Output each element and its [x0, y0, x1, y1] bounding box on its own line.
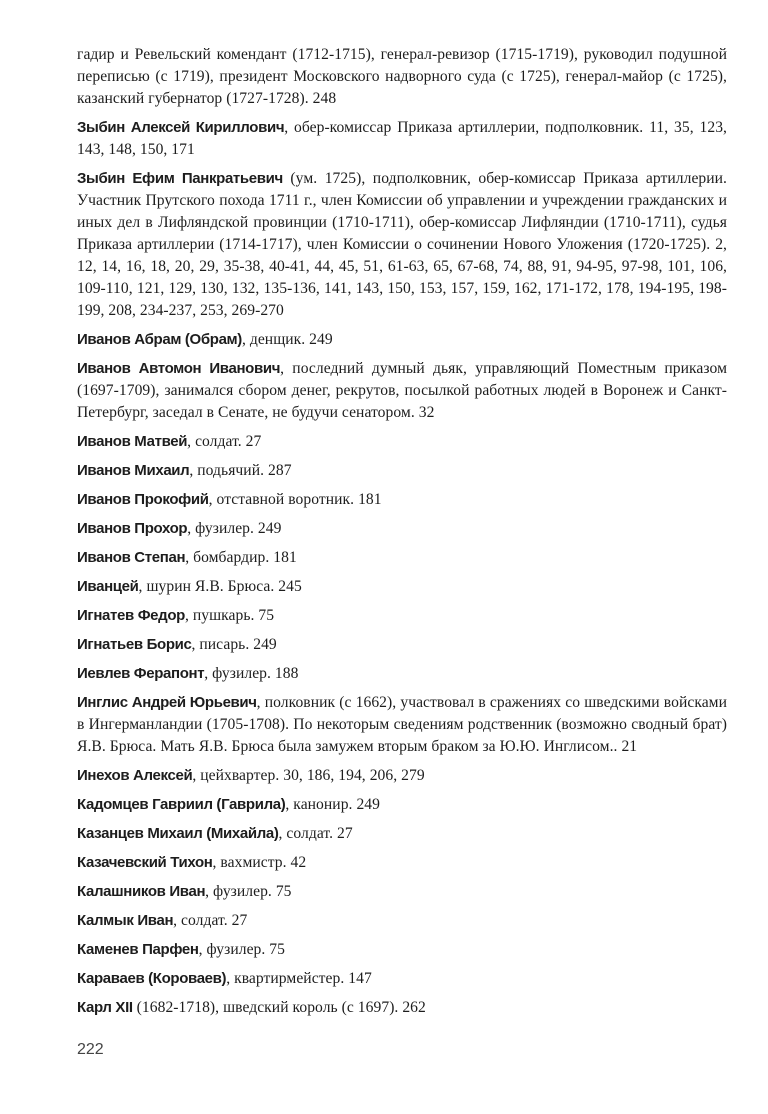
entry-text: , обер-комиссар Приказа артиллерии, подполковник. 11, 35, 123, 143, 148, 150, 171: [77, 119, 728, 158]
index-entry-kamenev-parfen: [77, 939, 727, 961]
entry-name: Казанцев Михаил (Михайла): [77, 825, 279, 842]
index-entry-ivanov-prokhor: [77, 518, 727, 540]
index-entry-ivantsey: [77, 576, 727, 598]
entry-text: , полковник (с 1662), участвовал в сражениях со шведскими войсками в Ингерманландии (1705-1708). По некоторым сведениям родственник (возможно сводный брат) Я.В. Брюса. Мать Я.В. Брюса была замужем вторым браком за Ю.Ю. Инглисом.. 21: [77, 694, 727, 755]
entry-name: Иванов Автомон Иванович: [77, 360, 281, 377]
entry-text: , цейхвартер. 30, 186, 194, 206, 279: [192, 767, 425, 784]
entry-name: Иванов Степан: [77, 549, 186, 566]
entry-name: Инехов Алексей: [77, 767, 193, 784]
entry-text: , подьячий. 287: [189, 462, 292, 479]
entry-text: , отставной воротник. 181: [208, 491, 382, 508]
entry-name: Зыбин Ефим Панкратьевич: [77, 170, 283, 187]
index-entry-ignatyev-boris: [77, 634, 727, 656]
entry-name: Иванцей: [77, 578, 139, 595]
entry-name: Караваев (Короваев): [77, 970, 227, 987]
entry-text: , солдат. 27: [187, 433, 262, 450]
entry-text: , пушкарь. 75: [184, 607, 275, 624]
entry-text: , денщик. 249: [241, 331, 333, 348]
entry-name: Калмык Иван: [77, 912, 174, 929]
entry-text: , бомбардир. 181: [185, 549, 297, 566]
index-entry-inekhov-aleksey: [77, 765, 727, 787]
index-entry-ivanov-avtomon: [77, 358, 727, 424]
entry-name: Игнатев Федор: [77, 607, 185, 624]
index-entry-ivanov-abram: [77, 329, 727, 351]
entry-text: , писарь. 249: [191, 636, 277, 653]
index-entry-kazachevskiy-tikhon: [77, 852, 727, 874]
entry-name: Иванов Абрам (Обрам): [77, 331, 242, 348]
index-entry-ivanov-mikhail: [77, 460, 727, 482]
index-entry-ivanov-matvey: [77, 431, 727, 453]
continuation-entry: гадир и Ревельский комендант (1712-1715), генерал-ревизор (1715-1719), руководил подушной переписью (с 1719), президент Московского надворного суда (с 1725), генерал-майор (с 1725), казанский губернатор (1727-1728). 248: [77, 46, 727, 107]
index-entry-ivanov-prokofiy: [77, 489, 727, 511]
index-entry-karl-xii: [77, 997, 727, 1019]
index-entry-inglis-andrey: [77, 692, 727, 758]
index-page: [77, 44, 727, 1026]
entry-name: Калашников Иван: [77, 883, 206, 900]
entry-text: , солдат. 27: [173, 912, 248, 929]
entry-text: , шурин Я.В. Брюса. 245: [138, 578, 302, 595]
entry-name: Казачевский Тихон: [77, 854, 213, 871]
entry-name: Карл XII: [77, 999, 133, 1016]
entry-name: Каменев Парфен: [77, 941, 199, 958]
entry-name: Иванов Михаил: [77, 462, 190, 479]
entry-text: (1682-1718), шведский король (с 1697). 262: [132, 999, 426, 1016]
entry-text: , вахмистр. 42: [212, 854, 307, 871]
entry-name: Зыбин Алексей Кириллович: [77, 119, 285, 136]
entry-text: , фузилер. 249: [187, 520, 282, 537]
entry-text: , последний думный дьяк, управляющий Поместным приказом (1697-1709), занимался сбором денег, рекрутов, посылкой работных людей в Воронеж и Санкт-Петербург, заседал в Сенате, не будучи сенатором. 32: [77, 360, 727, 421]
index-entry-ivanov-stepan: [77, 547, 727, 569]
entry-text: , квартирмейстер. 147: [226, 970, 372, 987]
entry-text: , солдат. 27: [278, 825, 353, 842]
entry-text: , фузилер. 188: [204, 665, 299, 682]
index-entry-ignatev-fedor: [77, 605, 727, 627]
page-number: 222: [77, 1041, 104, 1058]
index-entry-karavaev: [77, 968, 727, 990]
index-entry-zybin-efim: [77, 168, 727, 322]
index-entry-kazantsev-mikhail: [77, 823, 727, 845]
entry-text: , канонир. 249: [285, 796, 380, 813]
index-entry-zybin-aleksey: [77, 117, 727, 161]
index-entry-kalmyk-ivan: [77, 910, 727, 932]
entry-name: Иванов Прокофий: [77, 491, 209, 508]
entry-name: Кадомцев Гавриил (Гаврила): [77, 796, 286, 813]
entry-text: (ум. 1725), подполковник, обер-комиссар Приказа артиллерии. Участник Прутского похода 1711 г., член Комиссии об управлении и учреждении гражданских и иных дел в Лифляндской провинции (1710-1711), обер-комиссар Лифляндии (1710-1711), судья Приказа артиллерии (1714-1717), член Комиссии о сочинении Нового Уложения (1720-1725). 2, 12, 14, 16, 18, 20, 29, 35-38, 40-41, 44, 45, 51, 61-63, 65, 67-68, 74, 88, 91, 94-95, 97-98, 101, 106, 109-110, 121, 129, 130, 132, 135-136, 141, 143, 150, 153, 157, 159, 162, 171-172, 178, 194-195, 198- 199, 208, 234-237, 253, 269-270: [77, 170, 727, 319]
entry-name: Иванов Прохор: [77, 520, 188, 537]
index-entry-kadomtsev-gavriil: [77, 794, 727, 816]
entry-text: , фузилер. 75: [198, 941, 285, 958]
entry-name: Иевлев Ферапонт: [77, 665, 205, 682]
entry-name: Иванов Матвей: [77, 433, 188, 450]
index-entry-kalashnikov-ivan: [77, 881, 727, 903]
index-entry-ievlev-ferapont: [77, 663, 727, 685]
entry-name: Игнатьев Борис: [77, 636, 192, 653]
entry-name: Инглис Андрей Юрьевич: [77, 694, 257, 711]
entry-text: , фузилер. 75: [205, 883, 292, 900]
